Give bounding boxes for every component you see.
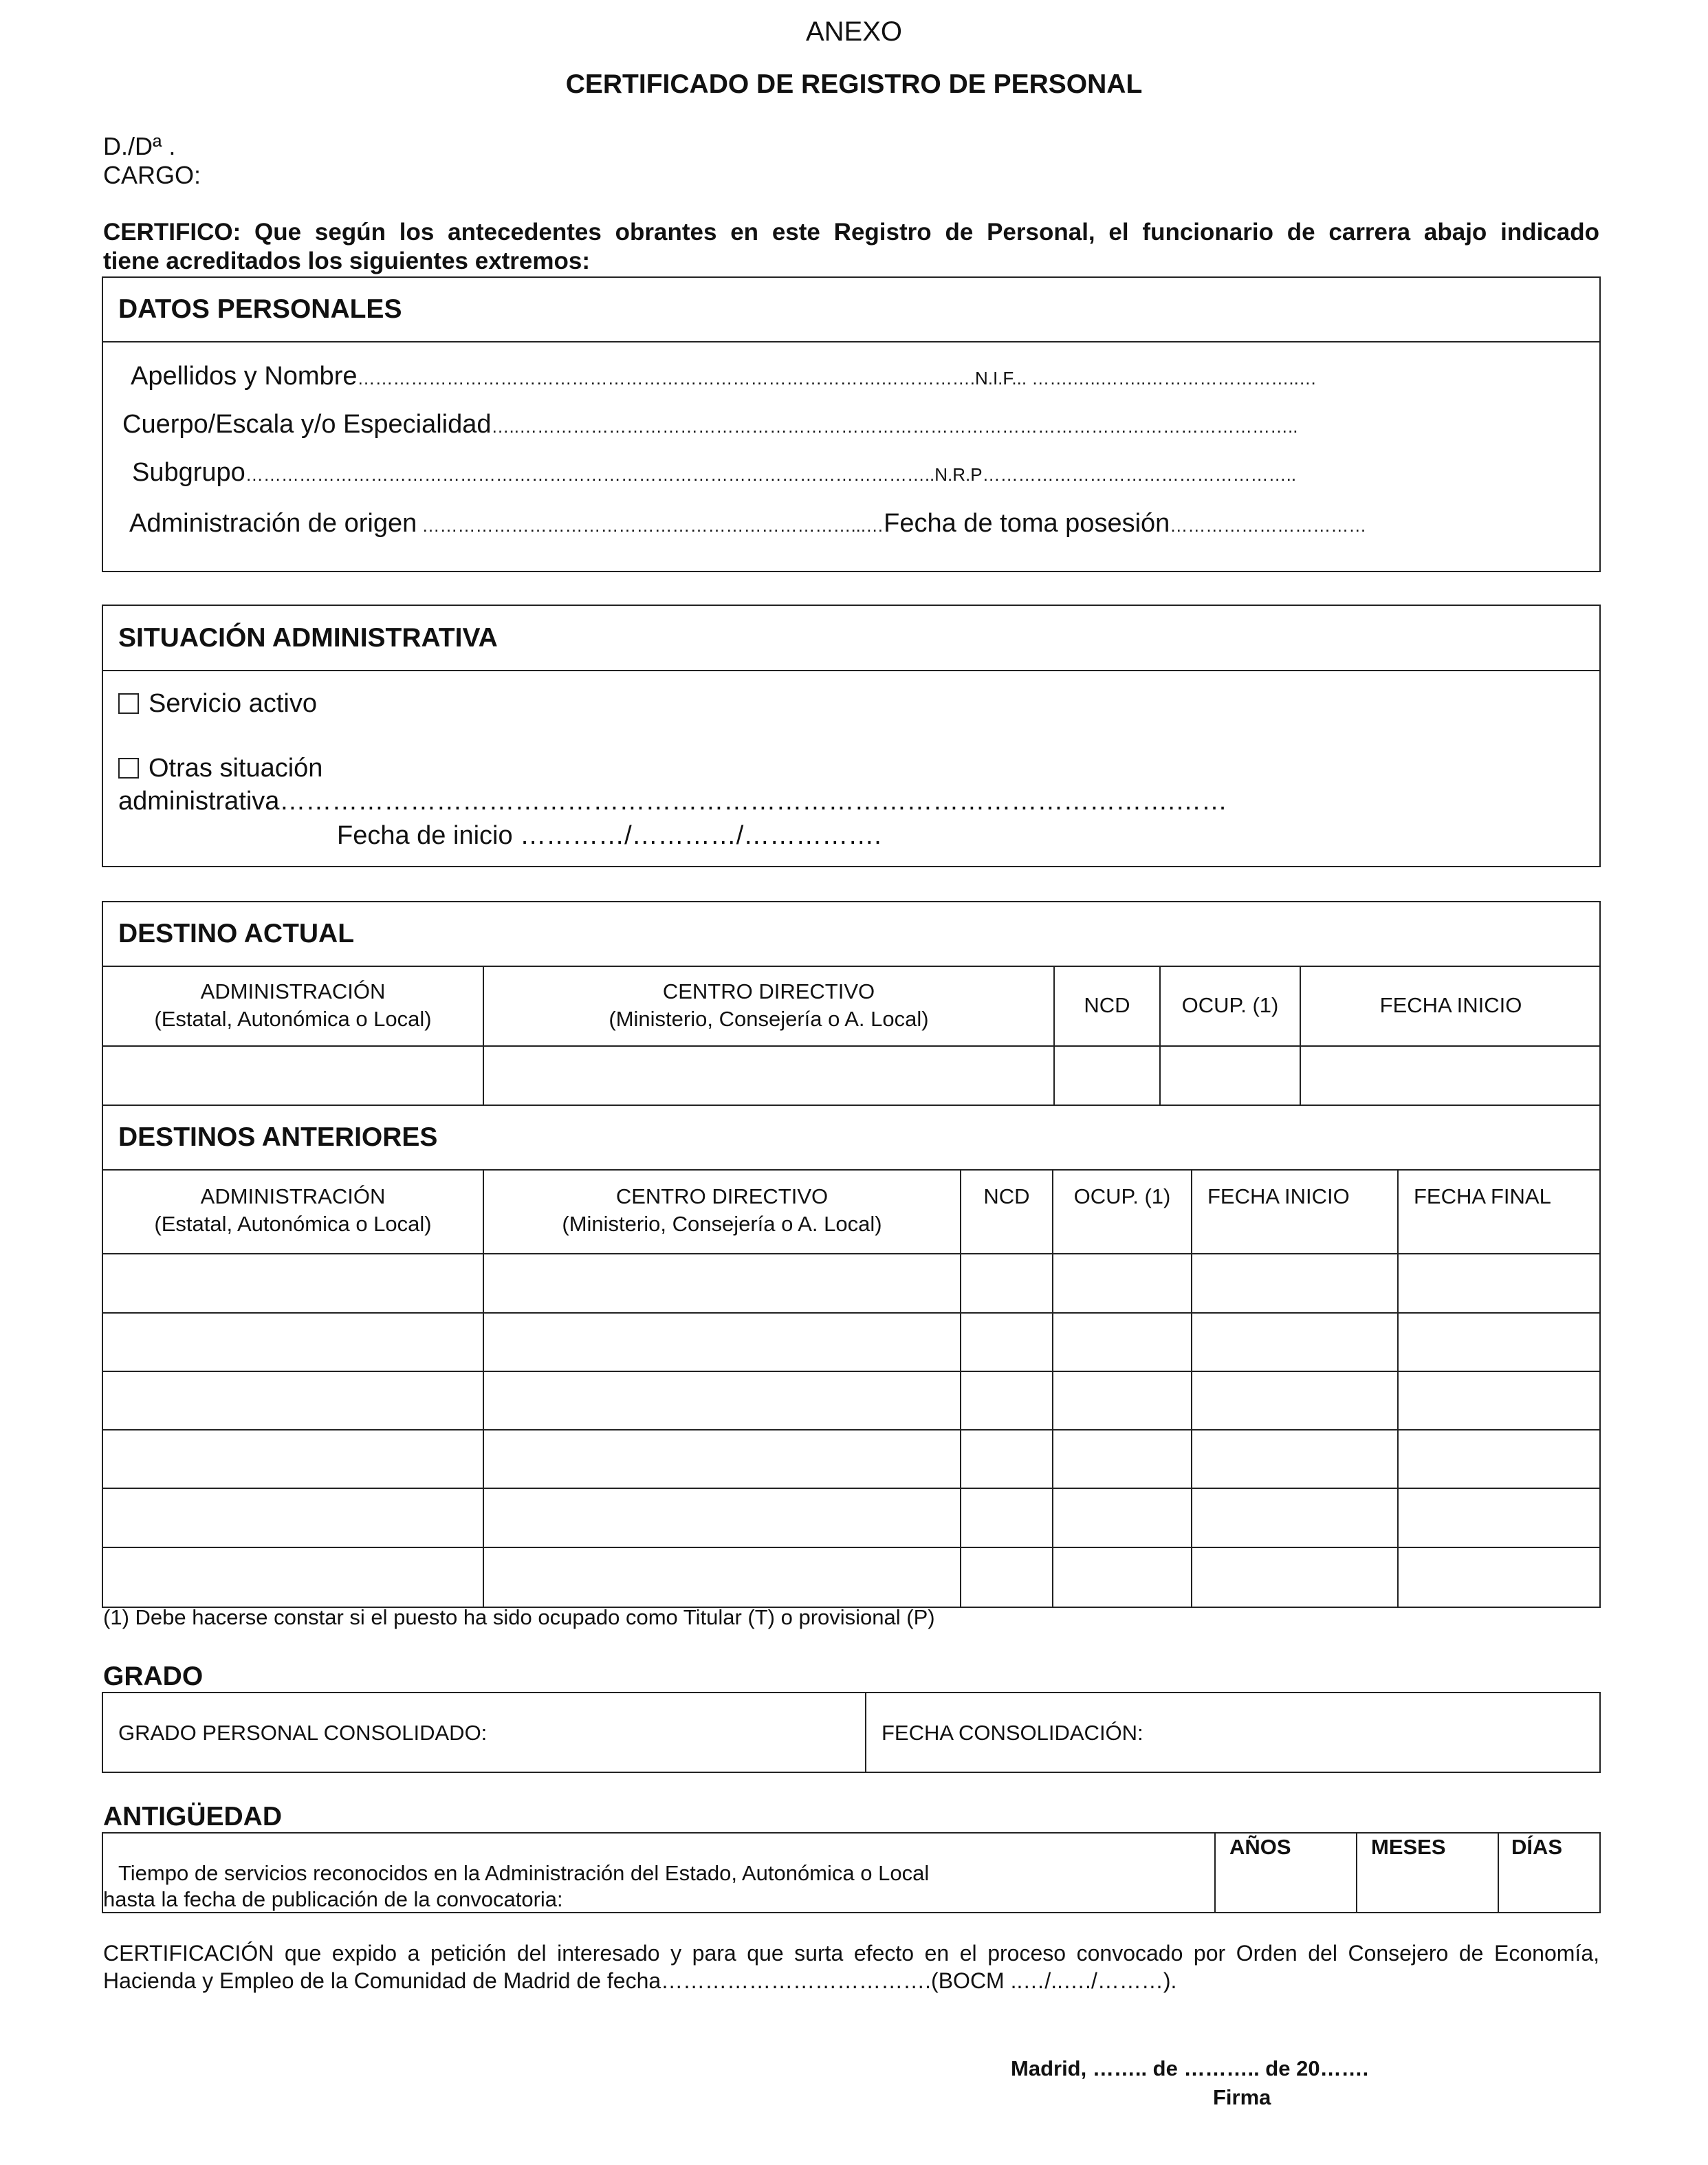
col-line [1214, 1832, 1216, 1913]
divider [102, 1371, 1601, 1372]
cuerpo-row: Cuerpo/Escala y/o Especialidad…..………………………………………………………………………………………………………………….. [122, 410, 1298, 439]
tiempo-servicios-line1: Tiempo de servicios reconocidos en la Administración del Estado, Autonómica o Local [118, 1861, 930, 1885]
col-line [1159, 966, 1161, 1105]
apellidos-row: Apellidos y Nombre…………………………………………………………………………….…………….N.I.F... …….…..……..……………………..… [131, 362, 1317, 391]
divider [102, 1045, 1601, 1047]
otras-situacion-option[interactable] [118, 754, 322, 783]
fecha-consolidacion-label: FECHA CONSOLIDACIÓN: [882, 1721, 1143, 1745]
certifico-line2: tiene acreditados los siguientes extremos: [103, 248, 591, 274]
firma-label: Firma [1213, 2085, 1271, 2109]
header-fecha-final: FECHA FINAL [1414, 1184, 1551, 1208]
header-ncd: NCD [983, 1184, 1030, 1208]
tiempo-servicios-line2: hasta la fecha de publicación de la convocatoria: [103, 1887, 563, 1911]
antiguedad-title: ANTIGÜEDAD [103, 1802, 282, 1831]
fecha-toma-label: Fecha de toma posesión [884, 509, 1170, 538]
header-administracion: ADMINISTRACIÓN (Estatal, Autonómica o Local) [154, 979, 432, 1031]
header-administracion: ADMINISTRACIÓN (Estatal, Autonómica o Local) [154, 1184, 432, 1236]
administracion-origen-label: Administración de origen [129, 509, 417, 538]
divider [102, 1169, 1601, 1171]
col-line [1300, 966, 1301, 1105]
col-line [1053, 966, 1055, 1105]
header-fecha-inicio: FECHA INICIO [1207, 1184, 1350, 1208]
header-fecha-inicio: FECHA INICIO [1379, 993, 1522, 1017]
divider [102, 1429, 1601, 1430]
certifico-line1: CERTIFICO: Que según los antecedentes obrantes en este Registro de Personal, el funcionario de carrera abajo indicado [103, 219, 1599, 246]
header-ncd: NCD [1084, 993, 1130, 1017]
otras-situacion-label: Otras situación [149, 754, 323, 783]
col-line [1397, 1169, 1399, 1608]
dias-header: DÍAS [1511, 1835, 1563, 1859]
servicio-activo-option[interactable] [118, 689, 317, 719]
otras-situacion-checkbox[interactable] [118, 758, 139, 779]
fecha-inicio-row: Fecha de inicio …………/…………/……………. [337, 821, 882, 850]
divider [102, 966, 1601, 967]
administrativa-label: administrativa [118, 787, 280, 816]
header-ocup: OCUP. (1) [1181, 993, 1279, 1017]
subgrupo-label: Subgrupo [132, 458, 245, 487]
certificacion-line1: CERTIFICACIÓN que expido a petición del interesado y para que surta efecto en el proceso convocado por Orden del Consejero de Economía, [103, 1941, 1599, 1966]
destino-actual-title: DESTINO ACTUAL [118, 919, 355, 948]
subgrupo-row: Subgrupo……………………………………………………………………………………………………..N.R.P…………………………………………….. [132, 458, 1297, 487]
header-centro-directivo: CENTRO DIRECTIVO (Ministerio, Consejería o A. Local) [562, 1184, 882, 1236]
annex-label: ANEXO [805, 17, 903, 47]
header-centro-directivo: CENTRO DIRECTIVO (Ministerio, Consejería o A. Local) [609, 979, 929, 1031]
header-ocup: OCUP. (1) [1073, 1184, 1171, 1208]
nrp-label: N.R.P [934, 464, 983, 485]
otras-situacion-line2: administrativa………………………………………………………………………………………….…… [118, 787, 1227, 816]
datos-personales-title: DATOS PERSONALES [118, 294, 402, 324]
col-line [1498, 1832, 1499, 1913]
divider [102, 341, 1601, 342]
nif-label: N.I.F. [974, 368, 1017, 389]
grado-title: GRADO [103, 1662, 204, 1691]
servicio-activo-label: Servicio activo [149, 689, 317, 718]
document-title: CERTIFICADO DE REGISTRO DE PERSONAL [565, 69, 1143, 99]
divider [102, 670, 1601, 671]
dd-label: D./Dª . [103, 132, 176, 160]
footnote: (1) Debe hacerse constar si el puesto ha sido ocupado como Titular (T) o provisional (P) [103, 1605, 935, 1629]
meses-header: MESES [1371, 1835, 1446, 1859]
servicio-activo-checkbox[interactable] [118, 693, 139, 714]
divider [102, 1253, 1601, 1254]
fecha-inicio-label: Fecha de inicio [337, 821, 513, 850]
divider [102, 1547, 1601, 1548]
administracion-row: Administración de origen ………………………………………………………………...…Fecha de toma posesión…………………………… [129, 509, 1367, 538]
divider [102, 1312, 1601, 1314]
situacion-title: SITUACIÓN ADMINISTRATIVA [118, 623, 498, 653]
cuerpo-label: Cuerpo/Escala y/o Especialidad [122, 410, 492, 439]
cargo-label: CARGO: [103, 161, 201, 189]
anos-header: AÑOS [1229, 1835, 1291, 1859]
grado-consolidado-label: GRADO PERSONAL CONSOLIDADO: [118, 1721, 488, 1745]
destinos-anteriores-title: DESTINOS ANTERIORES [118, 1122, 438, 1152]
col-line [1191, 1169, 1192, 1608]
certificacion-line2: Hacienda y Empleo de la Comunidad de Madrid de fecha……………………………….(BOCM ..…/..…./………). [103, 1968, 1177, 1993]
divider [102, 1105, 1601, 1106]
apellidos-label: Apellidos y Nombre [131, 362, 358, 391]
divider [102, 1488, 1601, 1489]
col-line [1052, 1169, 1053, 1608]
col-line [865, 1692, 866, 1773]
madrid-date-line: Madrid, …….. de ……….. de 20……. [1011, 2056, 1369, 2080]
col-line [1356, 1832, 1357, 1913]
col-line [960, 1169, 961, 1608]
